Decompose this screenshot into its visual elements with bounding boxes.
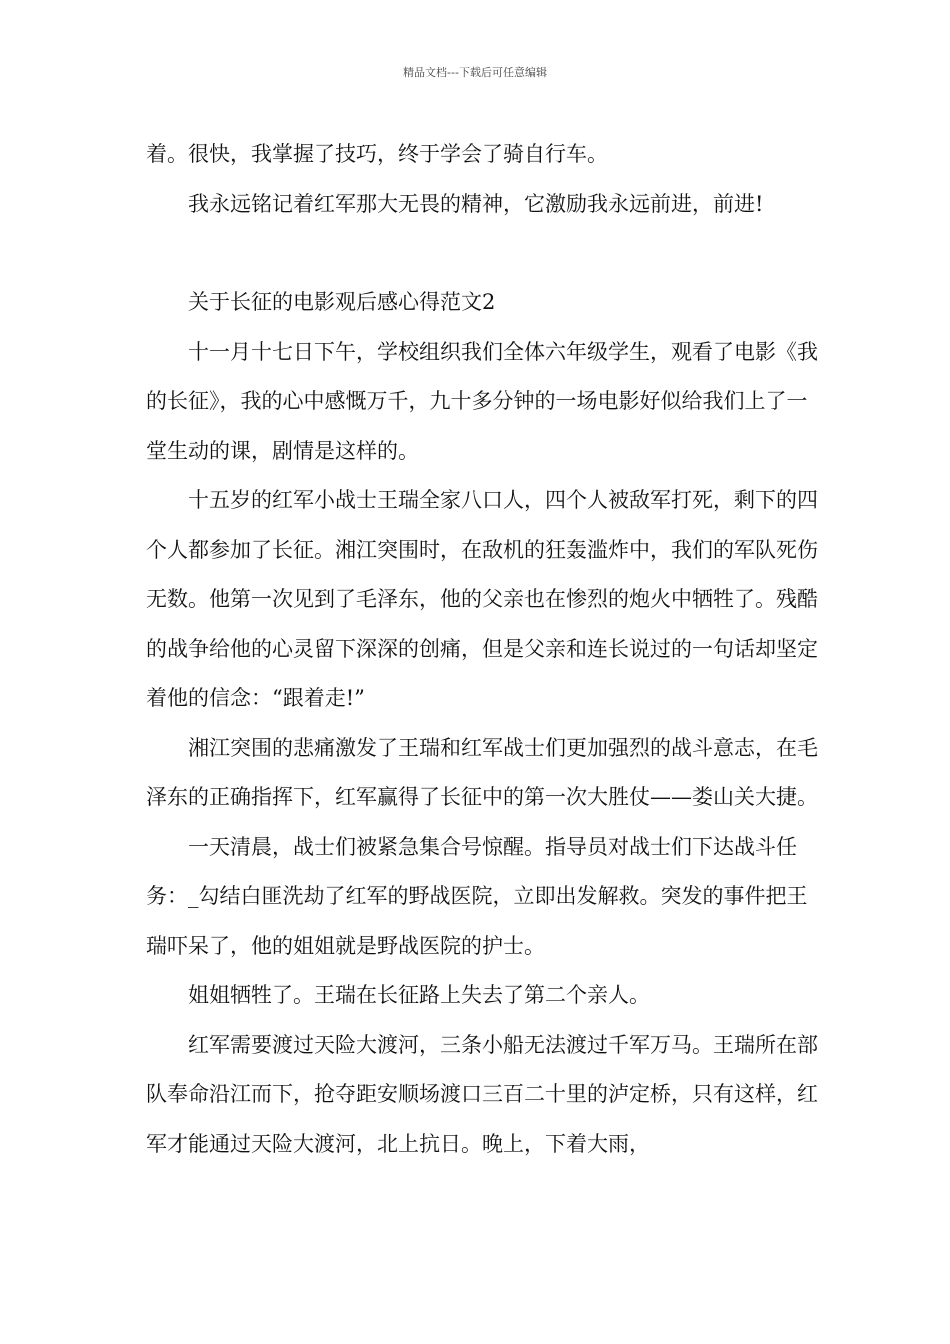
paragraph: 十五岁的红军小战士王瑞全家八口人，四个人被敌军打死，剩下的四个人都参加了长征。湘江突围时，在敌机的狂轰滥炸中，我们的军队死伤无数。他第一次见到了毛泽东，他的父亲也在惨烈的炮火中牺牲了。残酷的战争给他的心灵留下深深的创痛，但是父亲和连长说过的一句话却坚定着他的信念：“跟着走!” bbox=[146, 488, 818, 710]
paragraph: 我永远铭记着红军那大无畏的精神，它激励我永远前进，前进! bbox=[188, 191, 764, 216]
paragraph: 湘江突围的悲痛激发了王瑞和红军战士们更加强烈的战斗意志，在毛泽东的正确指挥下，红军赢得了长征中的第一次大胜仗——娄山关大捷。 bbox=[146, 735, 818, 809]
paragraph-continuation: 着。很快，我掌握了技巧，终于学会了骑自行车。 bbox=[146, 142, 608, 166]
paragraph: 姐姐牺牲了。王瑞在长征路上失去了第二个亲人。 bbox=[188, 983, 650, 1007]
section-gap bbox=[146, 229, 818, 278]
section-title: 关于长征的电影观后感心得范文2 bbox=[188, 290, 496, 314]
document-body bbox=[146, 130, 818, 1169]
paragraph: 十一月十七日下午，学校组织我们全体六年级学生，观看了电影《我的长征》，我的心中感慨万千，九十多分钟的一场电影好似给我们上了一堂生动的课，剧情是这样的。 bbox=[146, 339, 818, 463]
paragraph: 一天清晨，战士们被紧急集合号惊醒。指导员对战士们下达战斗任务：_勾结白匪洗劫了红军的野战医院，立即出发解救。突发的事件把王瑞吓呆了，他的姐姐就是野战医院的护士。 bbox=[146, 834, 808, 958]
paragraph: 红军需要渡过天险大渡河，三条小船无法渡过千军万马。王瑞所在部队奉命沿江而下，抢夺距安顺场渡口三百二十里的泸定桥，只有这样，红军才能通过天险大渡河，北上抗日。晚上，下着大雨， bbox=[146, 1032, 818, 1156]
page-header: 精品文档---下载后可任意编辑 bbox=[403, 66, 547, 79]
